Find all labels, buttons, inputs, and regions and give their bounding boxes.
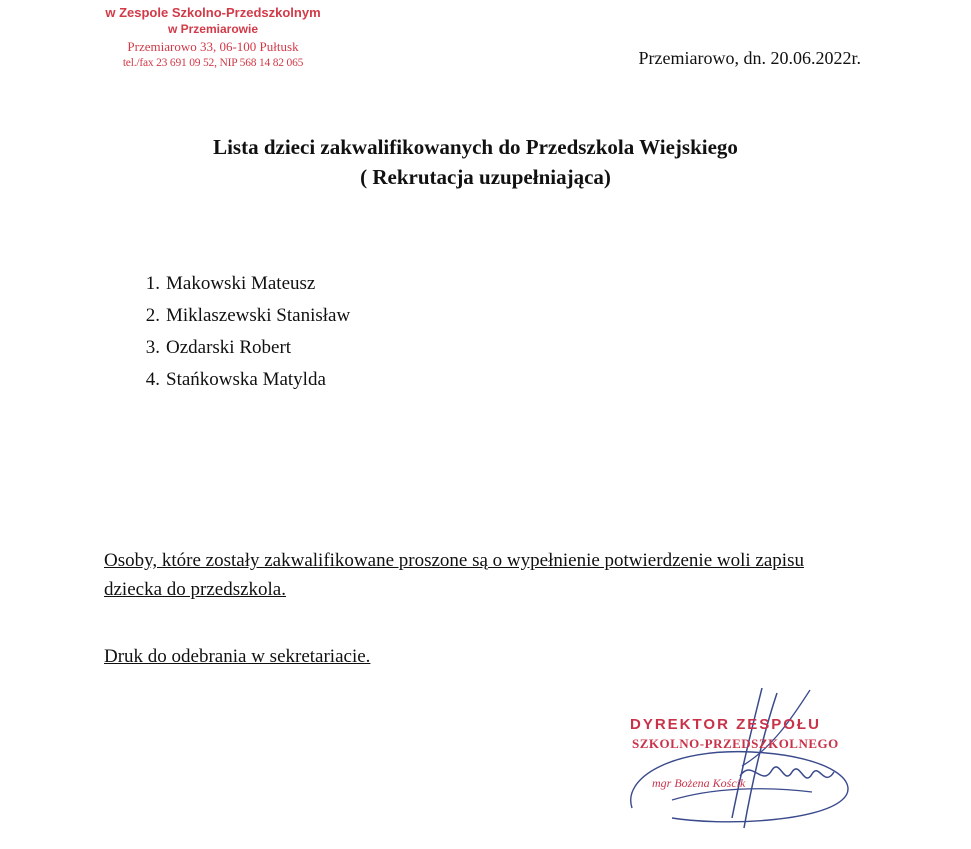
form-pickup-notice: Druk do odebrania w sekretariacie. [104,646,371,667]
stamp-line-3: Przemiarowo 33, 06-100 Pułtusk [127,39,299,54]
list-number: 2. [145,305,160,326]
child-name: Miklaszewski Stanisław [166,305,351,326]
title-line-1: Lista dzieci zakwalifikowanych do Przedszkola Wiejskiego [213,135,738,159]
list-item [130,332,350,364]
child-name: Ozdarski Robert [166,337,292,358]
stamp-director-title: DYREKTOR ZESPOŁU [630,716,821,733]
child-name: Makowski Mateusz [166,273,316,294]
stamp-line-4: tel./fax 23 691 09 52, NIP 568 14 82 065 [122,57,304,69]
stamp-director-name: mgr Bożena Kościk [652,776,746,790]
title-line-2: ( Rekrutacja uzupełniająca) [360,165,611,189]
list-number: 3. [145,337,160,358]
director-signature-stamp [612,688,872,838]
signature-graphic [612,688,872,838]
stamp-school-type: SZKOLNO-PRZEDSZKOLNEGO [632,736,839,751]
qualification-notice: Osoby, które zostały zakwalifikowane proszone są o wypełnienie potwierdzenie woli zapisu dziecka do przedszkola. [104,550,804,600]
document-title [0,132,971,192]
date-line: Przemiarowo, dn. 20.06.2022r. [638,48,861,68]
list-number: 4. [145,369,160,390]
stamp-line-2: w Przemiarowie [167,22,259,36]
list-item [130,268,350,300]
list-number: 1. [145,273,160,294]
child-name: Stańkowska Matylda [166,369,326,390]
list-item [130,300,350,332]
list-item [130,364,350,396]
children-list [130,268,350,396]
school-header-stamp [82,4,344,72]
stamp-line-1: w Zespole Szkolno-Przedszkolnym [105,5,321,20]
